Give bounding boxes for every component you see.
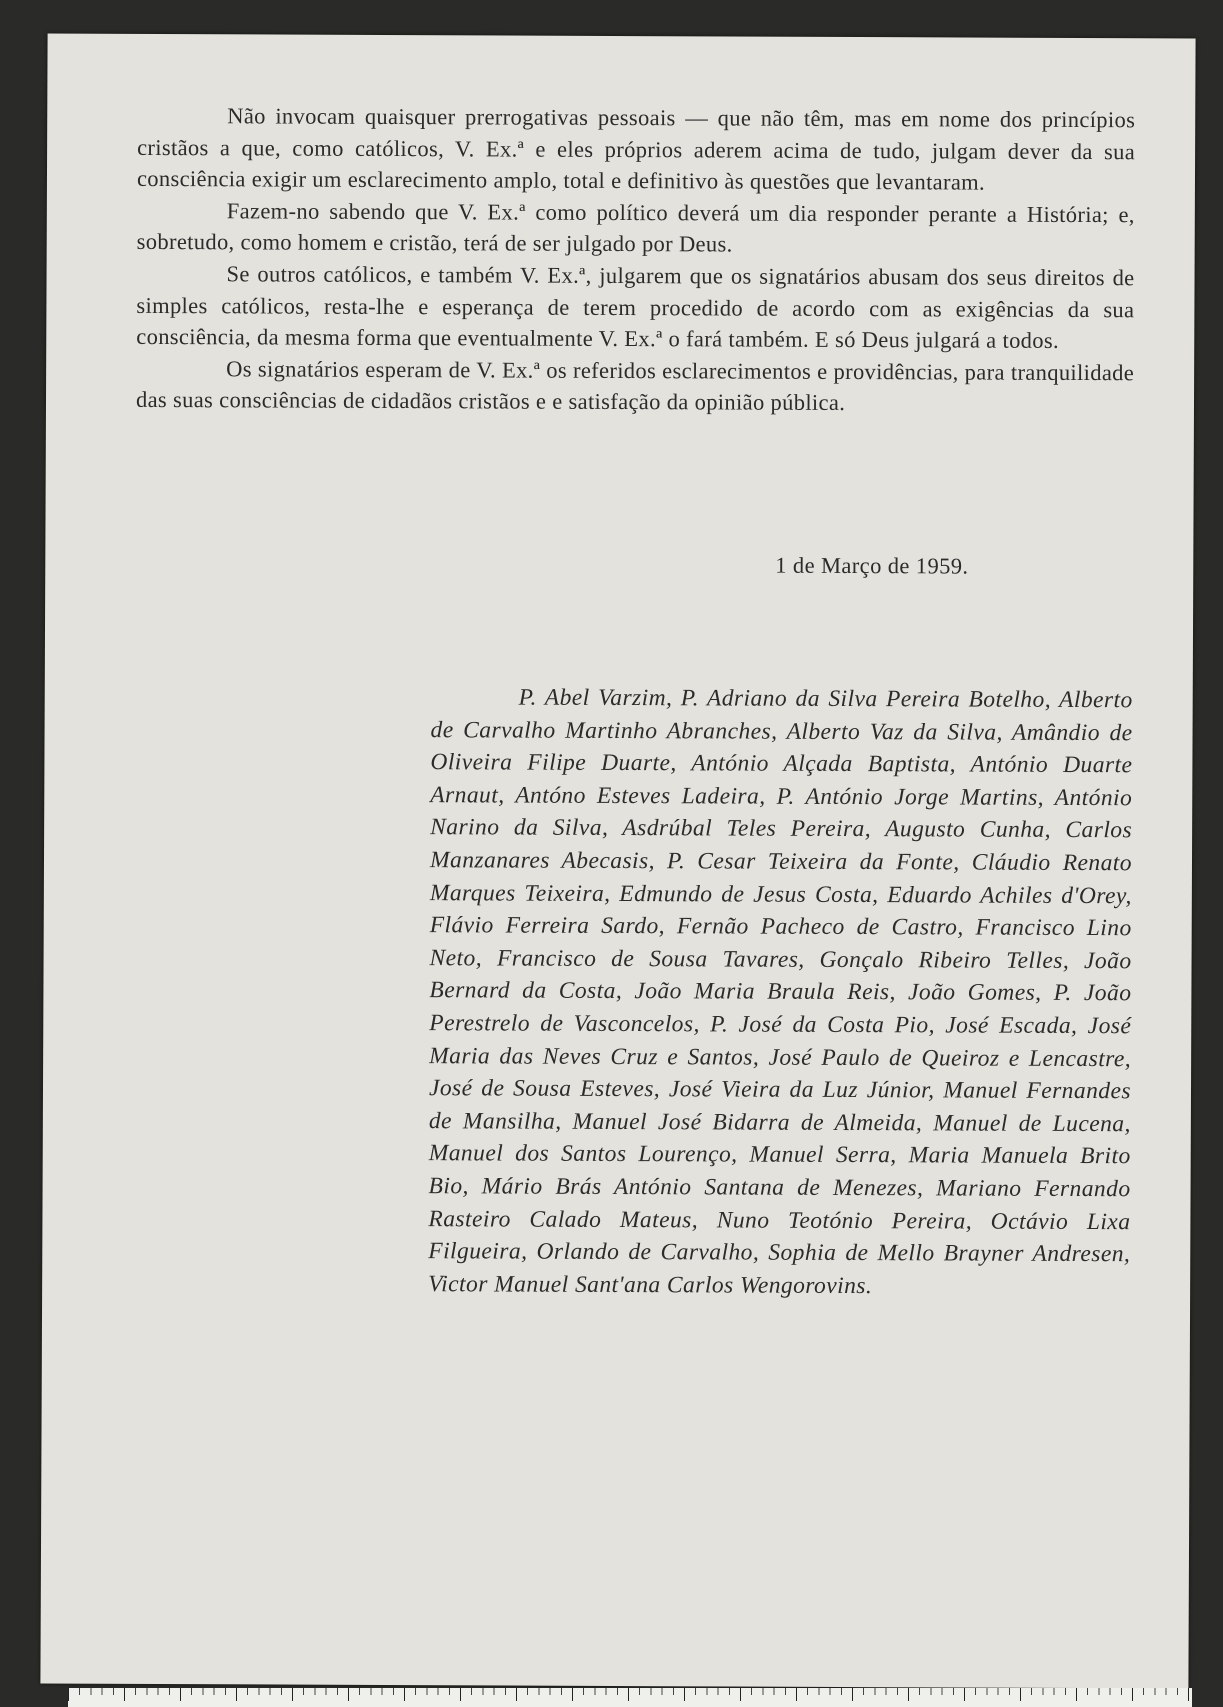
paragraph-1: Não invocam quaisquer prerrogativas pessoais — que não têm, mas em nome dos princípios cristãos a que, como católicos, V. Ex.ª e eles próprios aderem acima de tudo, julgam dever da sua consciência exigir um esclarecimento amplo, total e definitivo às questões que levantaram. <box>136 103 1136 195</box>
letter-date: 1 de Março de 1959. <box>775 552 969 579</box>
letter-body <box>136 100 1135 420</box>
paragraph-3: Se outros católicos, e também V. Ex.ª, julgarem que os signatários abusam dos seus direitos de simples católicos, resta-lhe e esperança de terem procedido de acordo com as exigências da sua consciência, da mesma forma que eventualmente V. Ex.ª o fará também. E só Deus julgará a todos. <box>136 261 1135 354</box>
paragraph-2: Fazem-no sabendo que V. Ex.ª como político deverá um dia responder perante a História; e, sobretudo, como homem e cristão, terá de ser julgado por Deus. <box>136 198 1135 257</box>
signatories-list: P. Abel Varzim, P. Adriano da Silva Pereira Botelho, Alberto de Carvalho Martinho Abranches, Alberto Vaz da Silva, Amândio de Oliveira Filipe Duarte, António Alçada Baptista, António Duarte Arnaut, Antóno Esteves Ladeira, P. António Jorge Martins, António Narino da Silva, Asdrúbal Teles Pereira, Augusto Cunha, Carlos Manzanares Abecasis, P. Cesar Teixeira da Fonte, Cláudio Renato Marques Teixeira, Edmundo de Jesus Costa, Eduardo Achiles d'Orey, Flávio Ferreira Sardo, Fernão Pacheco de Castro, Francisco Lino Neto, Francisco de Sousa Tavares, Gonçalo Ribeiro Telles, João Bernard da Costa, João Maria Braula Reis, João Gomes, P. João Perestrelo de Vasconcelos, P. José da Costa Pio, José Escada, José Maria das Neves Cruz e Santos, José Paulo de Queiroz e Lencastre, José de Sousa Esteves, José Vieira da Luz Júnior, Manuel Fernandes de Mansilha, Manuel José Bidarra de Almeida, Manuel de Lucena, Manuel dos Santos Lourenço, Manuel Serra, Maria Manuela Brito Bio, Mário Brás António Santana de Menezes, Mariano Fernando Rasteiro Calado Mateus, Nuno Teotónio Pereira, Octávio Lixa Filgueira, Orlando de Carvalho, Sophia de Mello Brayner Andresen, Victor Manuel Sant'ana Carlos Wengorovins. <box>428 684 1133 1299</box>
scale-ruler <box>68 1688 1192 1707</box>
paragraph-4: Os signatários esperam de V. Ex.ª os referidos esclarecimentos e providências, para tranquilidade das suas consciências de cidadãos cristãos e e satisfação da opinião pública. <box>135 356 1135 416</box>
document-page <box>40 34 1195 1689</box>
